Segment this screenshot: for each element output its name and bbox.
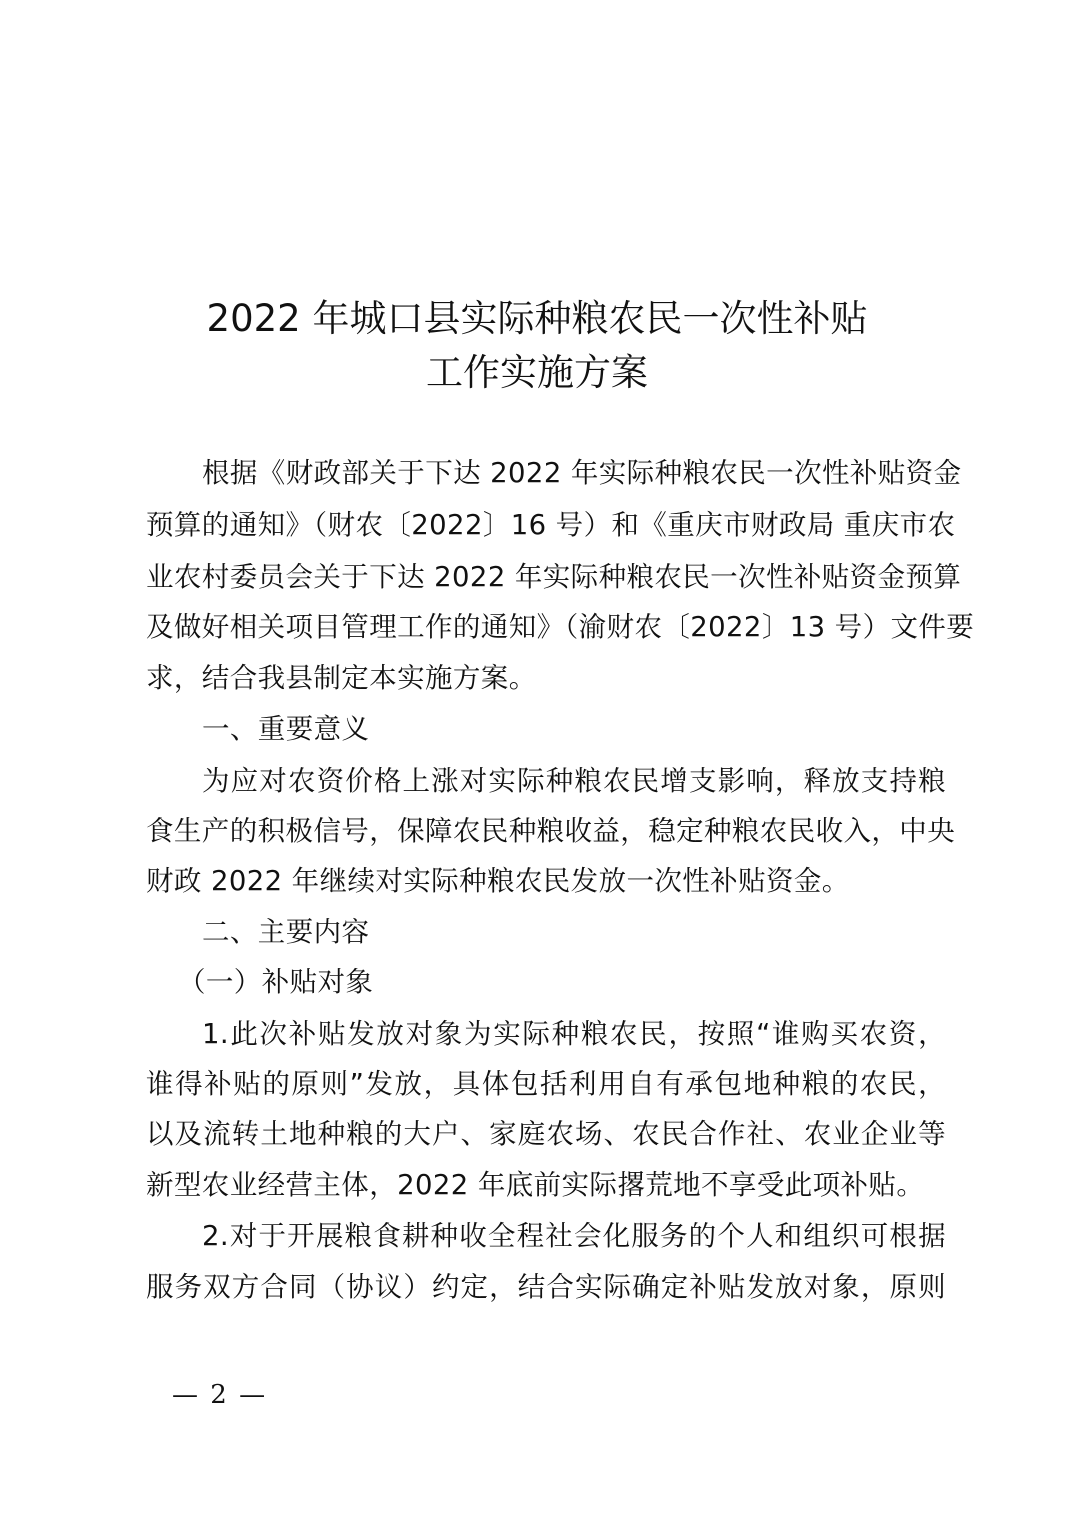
paragraph-item-1-line-4: 新型农业经营主体，2022 年底前实际撂荒地不享受此项补贴。 [146, 1169, 925, 1201]
document-title-line-2: 工作实施方案 [426, 351, 648, 394]
document-title-line-1: 2022 年城口县实际种粮农民一次性补贴 [206, 297, 868, 340]
paragraph-intro-line-4: 及做好相关项目管理工作的通知》（渝财农〔2022〕13 号）文件要 [146, 611, 975, 643]
paragraph-item-1-line-2: 谁得补贴的原则”发放，具体包括利用自有承包地种粮的农民， [146, 1068, 946, 1100]
paragraph-intro-line-2: 预算的通知》（财农〔2022〕16 号）和《重庆市财政局 重庆市农 [146, 509, 956, 541]
paragraph-significance-line-3: 财政 2022 年继续对实际种粮农民发放一次性补贴资金。 [146, 865, 850, 897]
paragraph-item-1-line-3: 以及流转土地种粮的大户、家庭农场、农民合作社、农业企业等 [146, 1118, 946, 1150]
paragraph-item-2-line-2: 服务双方合同（协议）约定，结合实际确定补贴发放对象，原则 [146, 1271, 946, 1303]
paragraph-intro-line-5: 求，结合我县制定本实施方案。 [146, 662, 537, 694]
page-number: — 2 — [172, 1380, 268, 1410]
subsection-heading-1: （一）补贴对象 [178, 966, 374, 998]
section-heading-1: 一、重要意义 [202, 713, 370, 745]
paragraph-item-1-line-1: 1.此次补贴发放对象为实际种粮农民，按照“谁购买农资， [202, 1018, 946, 1050]
paragraph-intro-line-3: 业农村委员会关于下达 2022 年实际种粮农民一次性补贴资金预算 [146, 561, 962, 593]
section-heading-2: 二、主要内容 [202, 916, 370, 948]
paragraph-item-2-line-1: 2.对于开展粮食耕种收全程社会化服务的个人和组织可根据 [202, 1220, 946, 1252]
paragraph-significance-line-2: 食生产的积极信号，保障农民种粮收益，稳定种粮农民收入，中央 [146, 815, 956, 847]
paragraph-intro-line-1: 根据《财政部关于下达 2022 年实际种粮农民一次性补贴资金 [202, 457, 962, 489]
paragraph-significance-line-1: 为应对农资价格上涨对实际种粮农民增支影响，释放支持粮 [202, 765, 946, 797]
